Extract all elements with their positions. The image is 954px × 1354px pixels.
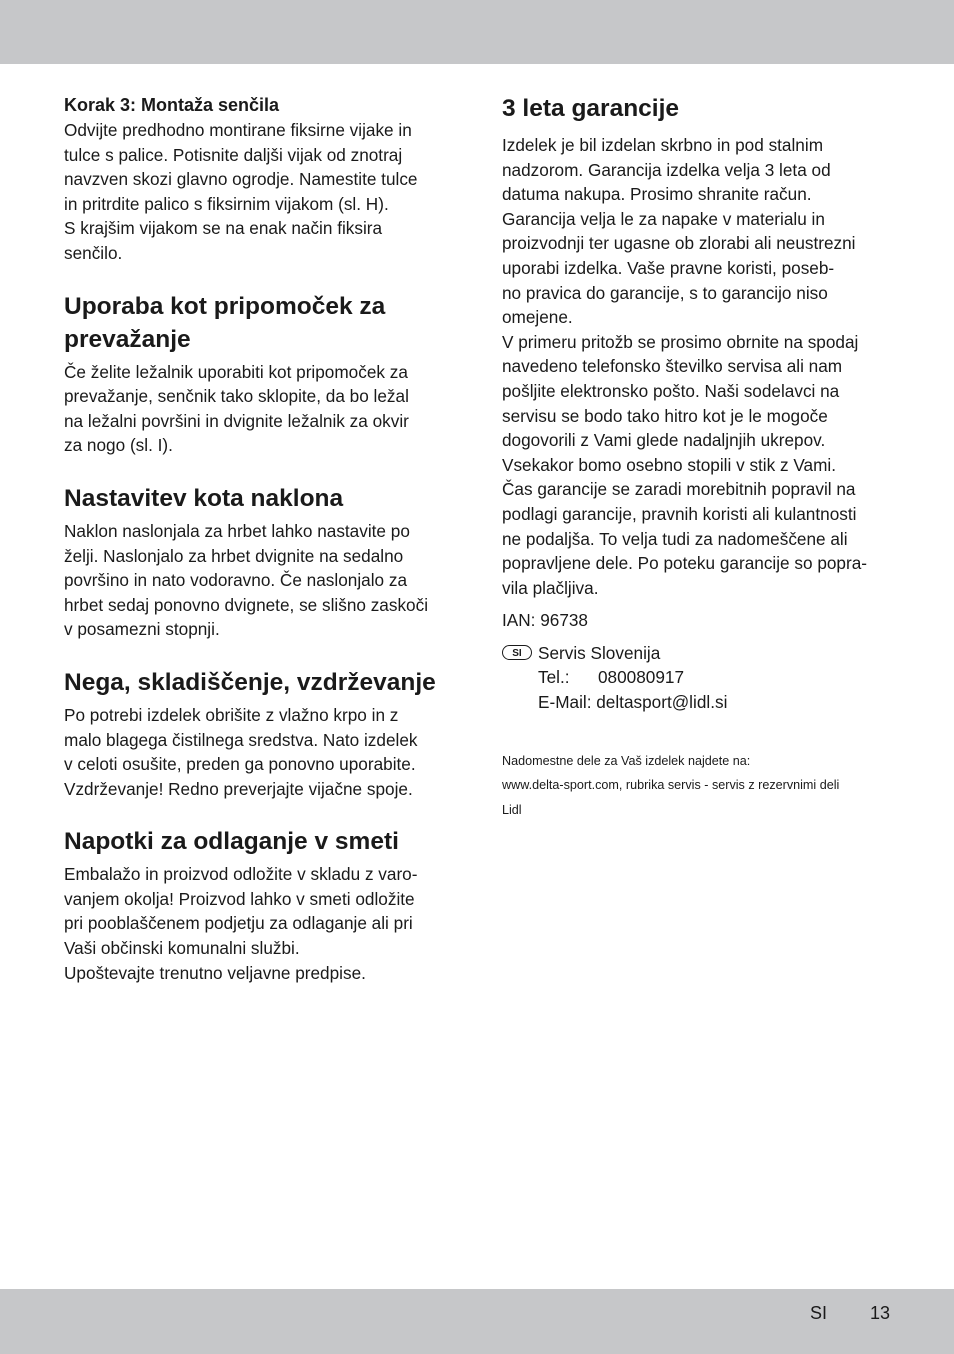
section-tilt [64, 482, 449, 642]
service-email: E-Mail: deltasport@lidl.si [538, 692, 728, 713]
text-line: za nogo (sl. I). [64, 435, 173, 456]
step-title: Korak 3: Montaža senčila [64, 95, 280, 115]
text-line: Nadomestne dele za Vaš izdelek najdete na: [502, 753, 751, 768]
right-column [502, 92, 894, 822]
text-line: Garancija velja le za napake v materialu in [502, 208, 825, 229]
text-line: pri pooblaščenem podjetju za odlaganje ali pri [64, 913, 413, 934]
phone-label: Tel.: [538, 667, 570, 688]
text-line: Lidl [502, 802, 522, 817]
text-line: tulce s palice. Potisnite daljši vijak od znotraj [64, 144, 403, 165]
warranty-text [502, 133, 894, 600]
phone-number: 080080917 [598, 667, 685, 688]
text-line: površino in nato vodoravno. Če naslonjalo za [64, 570, 408, 591]
section-disposal [64, 825, 449, 985]
text-line: vanjem okolja! Proizvod lahko v smeti odložite [64, 888, 415, 909]
text-line: Vsekakor bomo osebno stopili v stik z Vami. [502, 454, 837, 475]
text-line: popravljene dele. Po poteku garancije so popra- [502, 553, 867, 574]
text-line: Naklon naslonjala za hrbet lahko nastavite po [64, 520, 410, 541]
text-line: Upoštevajte trenutno veljavne predpise. [64, 962, 366, 983]
footer-language: SI [810, 1303, 828, 1323]
text-line: datuma nakupa. Prosimo shranite račun. [502, 184, 812, 205]
text-line: navzven skozi glavno ogrodje. Namestite tulce [64, 169, 418, 190]
text-line: Odvijte predhodno montirane fiksirne vijake in [64, 120, 412, 140]
text-line: prevažanje, senčnik tako sklopite, da bo ležal [64, 386, 409, 407]
text-line: nadzorom. Garancija izdelka velja 3 leta od [502, 159, 831, 180]
left-column [64, 92, 449, 985]
text-line: Če želite ležalnik uporabiti kot pripomoček za [64, 361, 408, 382]
section-heading: Napotki za odlaganje v smeti [64, 828, 399, 856]
text-line: v celoti osušite, preden ga ponovno uporabite. [64, 754, 416, 775]
text-line: dogovorili z Vami glede nadaljnjih ukrepov. [502, 430, 826, 451]
service-contact [502, 641, 894, 715]
text-line: Embalažo in proizvod odložite v skladu z varo- [64, 864, 418, 885]
section-heading: Uporaba kot pripomoček za prevažanje [64, 292, 386, 353]
text-line: vila plačljiva. [502, 577, 599, 598]
text-line: želji. Naslonjalo za hrbet dvignite na sedalno [64, 545, 404, 566]
step-text [64, 118, 449, 266]
text-line: hrbet sedaj ponovno dvignete, se slišno zaskoči [64, 594, 429, 615]
text-line: Vzdrževanje! Redno preverjajte vijačne spoje. [64, 778, 413, 799]
service-phone [538, 665, 894, 690]
text-line: v posamezni stopnji. [64, 619, 220, 640]
header-band [0, 0, 954, 64]
ian-number: IAN: 96738 [502, 610, 588, 631]
text-line: in pritrdite palico s fiksirnim vijakom (sl. H). [64, 193, 389, 214]
country-badge: SI [502, 645, 532, 660]
text-line: omejene. [502, 307, 573, 328]
text-line: Čas garancije se zaradi morebitnih popravil na [502, 479, 856, 500]
text-line: www.delta-sport.com, rubrika servis - servis z rezervnimi deli [502, 778, 840, 793]
warranty-heading: 3 leta garancije [502, 95, 680, 122]
section-care [64, 666, 449, 801]
text-line: senčilo. [64, 242, 123, 263]
section-heading: Nastavitev kota naklona [64, 484, 344, 512]
text-line: navedeno telefonsko številko servisa ali nam [502, 356, 843, 377]
spare-parts-note [502, 749, 894, 823]
text-line: podlagi garancije, pravnih koristi ali kulantnosti [502, 503, 857, 524]
service-name: Servis Slovenija [538, 642, 661, 663]
text-line: V primeru pritožb se prosimo obrnite na spodaj [502, 331, 859, 352]
page-number: 13 [870, 1303, 891, 1323]
text-line: S krajšim vijakom se na enak način fiksira [64, 218, 383, 239]
section-transport [64, 290, 449, 458]
text-line: pošljite elektronsko pošto. Naši sodelavci na [502, 380, 840, 401]
text-line: ne podaljša. To velja tudi za nadomeščene ali [502, 528, 848, 549]
text-line: uporabi izdelka. Vaše pravne koristi, poseb- [502, 257, 835, 278]
text-line: na ležalni površini in dvignite ležalnik za okvir [64, 410, 409, 431]
text-line: Vaši občinski komunalni službi. [64, 938, 300, 959]
text-line: Izdelek je bil izdelan skrbno in pod stalnim [502, 135, 824, 155]
section-heading: Nega, skladiščenje, vzdrževanje [64, 668, 436, 696]
text-line: servisu se bodo tako hitro kot je le mogoče [502, 405, 828, 426]
text-line: proizvodnji ter ugasne ob zlorabi ali neustrezni [502, 233, 856, 254]
text-line: no pravica do garancije, s to garancijo niso [502, 282, 828, 303]
text-line: malo blagega čistilnega sredstva. Nato izdelek [64, 729, 418, 750]
text-line: Po potrebi izdelek obrišite z vlažno krpo in z [64, 704, 399, 725]
